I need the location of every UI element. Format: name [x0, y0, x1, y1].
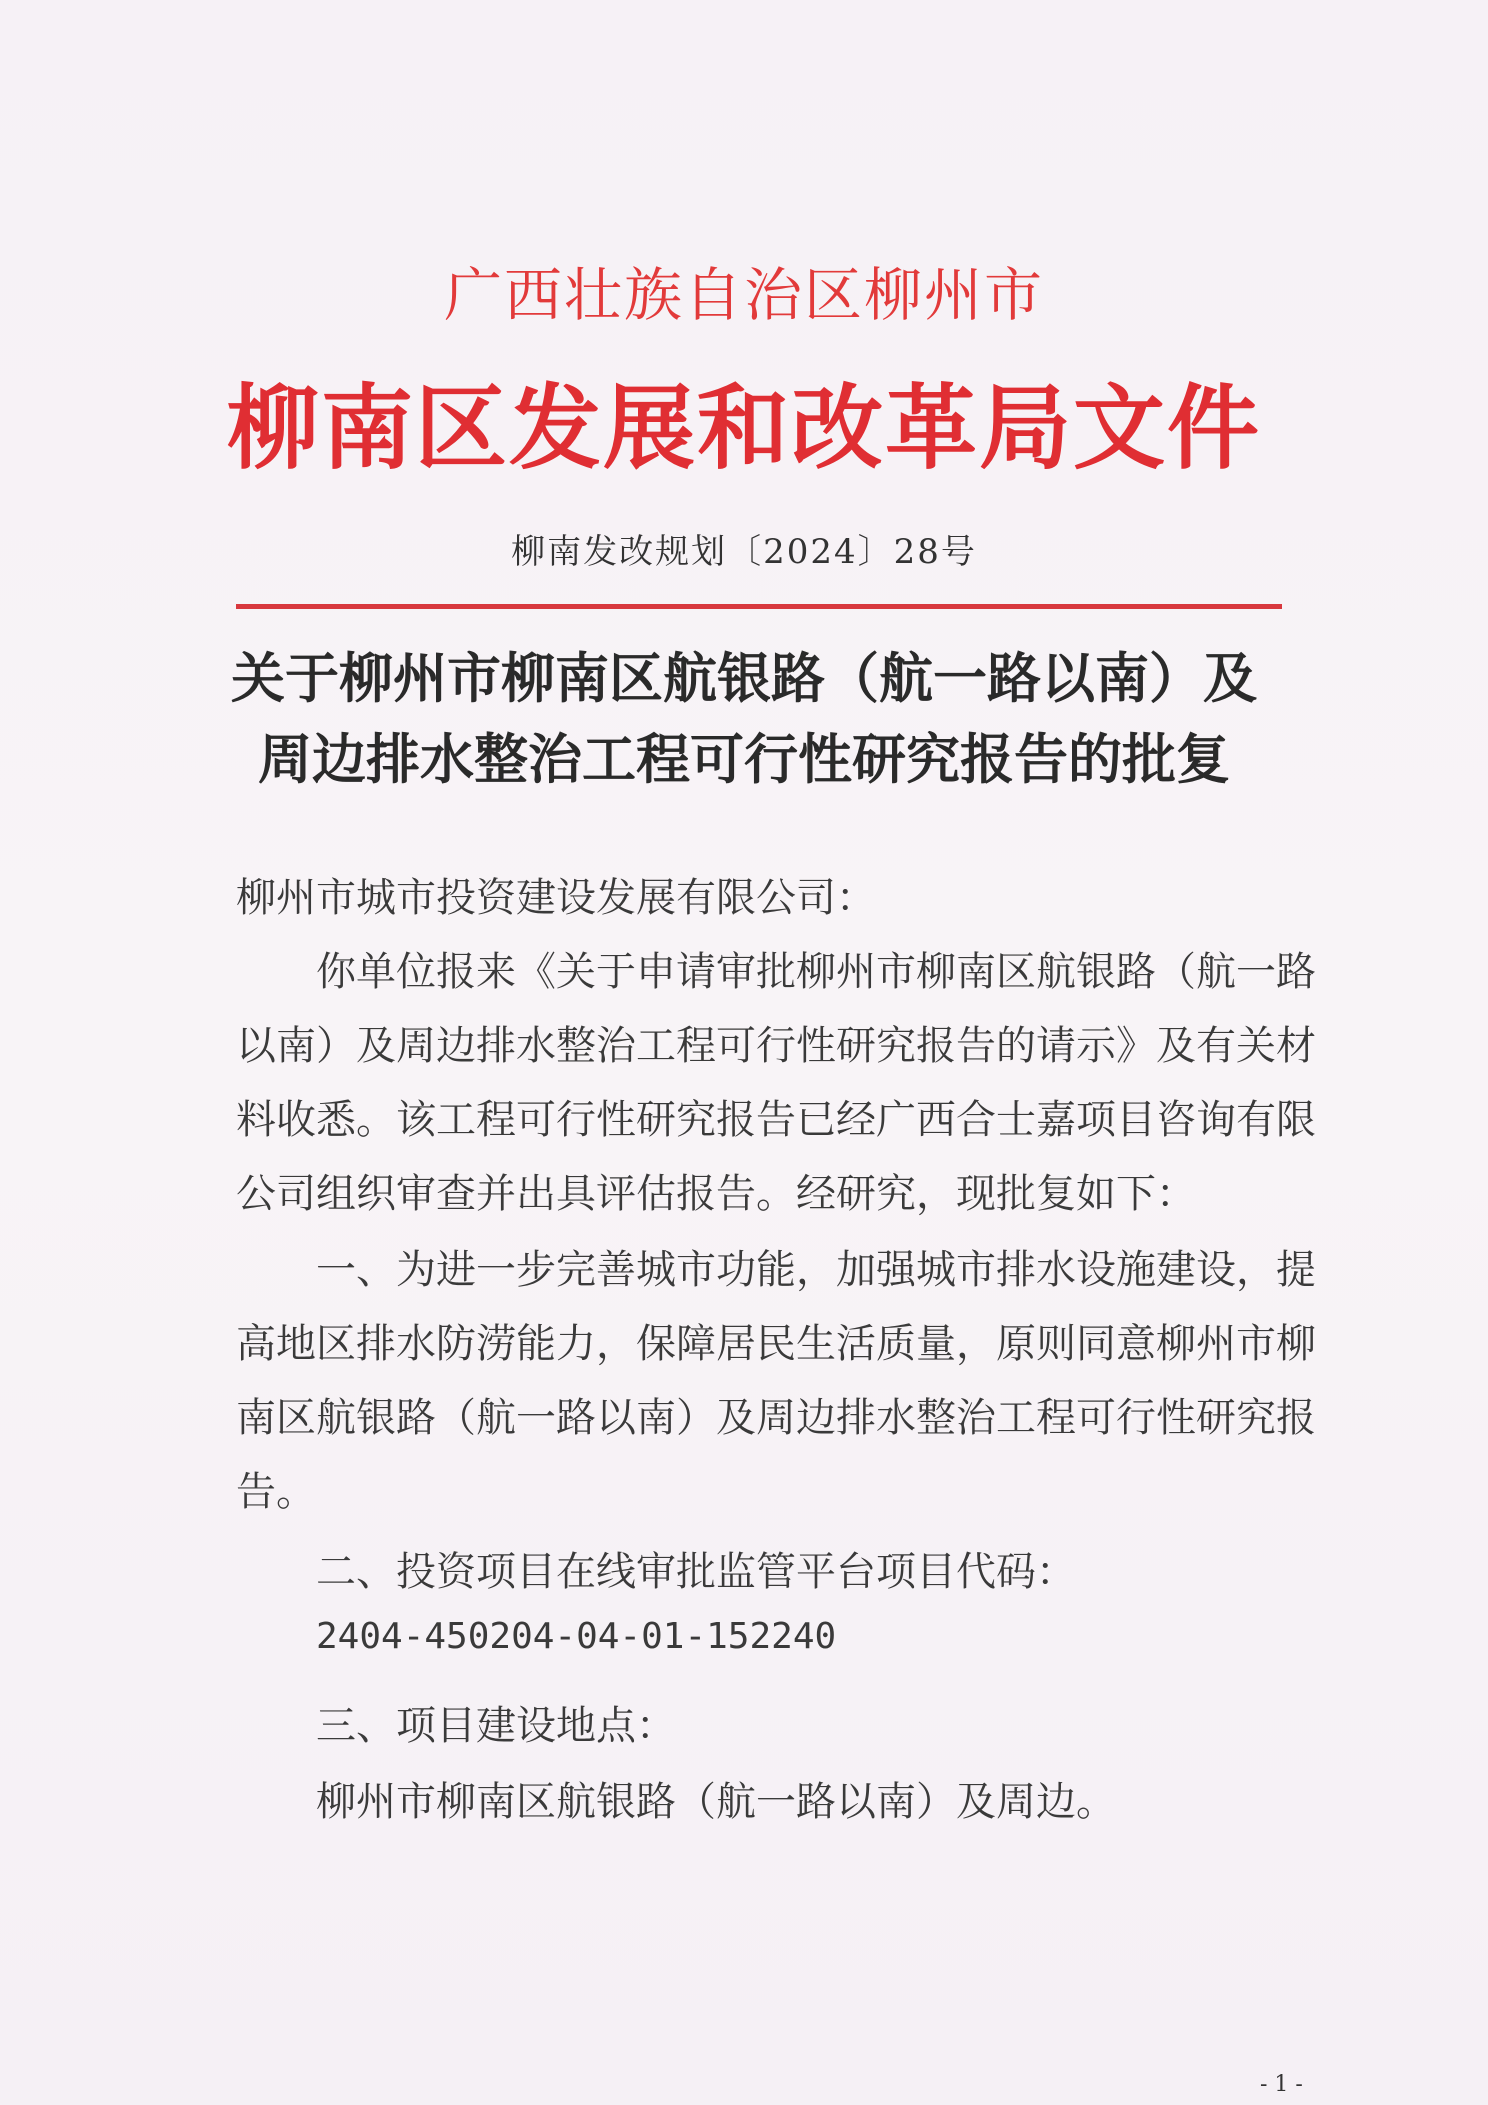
document-number: 柳南发改规划〔2024〕28号 [511, 532, 977, 572]
red-divider [236, 604, 1282, 609]
body-line: 高地区排水防涝能力，保障居民生活质量，原则同意柳州市柳 [236, 1321, 1316, 1367]
issuer-region: 广西壮族自治区柳州市 [443, 261, 1044, 329]
body-line: 以南）及周边排水整治工程可行性研究报告的请示》及有关材 [236, 1023, 1316, 1069]
section-heading: 二、投资项目在线审批监管平台项目代码： [316, 1549, 1076, 1595]
project-code: 2404-450204-04-01-152240 [316, 1616, 837, 1657]
addressee: 柳州市城市投资建设发展有限公司： [236, 875, 876, 921]
body-line: 你单位报来《关于申请审批柳州市柳南区航银路（航一路 [316, 949, 1316, 995]
project-location: 柳州市柳南区航银路（航一路以南）及周边。 [316, 1779, 1116, 1825]
body-line: 公司组织审查并出具评估报告。经研究，现批复如下： [236, 1171, 1196, 1217]
section-heading: 三、项目建设地点： [316, 1703, 676, 1749]
body-line: 南区航银路（航一路以南）及周边排水整治工程可行性研究报 [236, 1395, 1316, 1441]
page-number: - 1 - [1260, 2072, 1303, 2097]
body-line: 一、为进一步完善城市功能，加强城市排水设施建设，提 [316, 1247, 1316, 1293]
issuer-name: 柳南区发展和改革局文件 [226, 374, 1261, 482]
document-title-line-1: 关于柳州市柳南区航银路（航一路以南）及 [231, 646, 1257, 710]
body-line: 告。 [236, 1469, 316, 1515]
document-title-line-2: 周边排水整治工程可行性研究报告的批复 [258, 727, 1230, 791]
body-line: 料收悉。该工程可行性研究报告已经广西合士嘉项目咨询有限 [236, 1097, 1316, 1143]
